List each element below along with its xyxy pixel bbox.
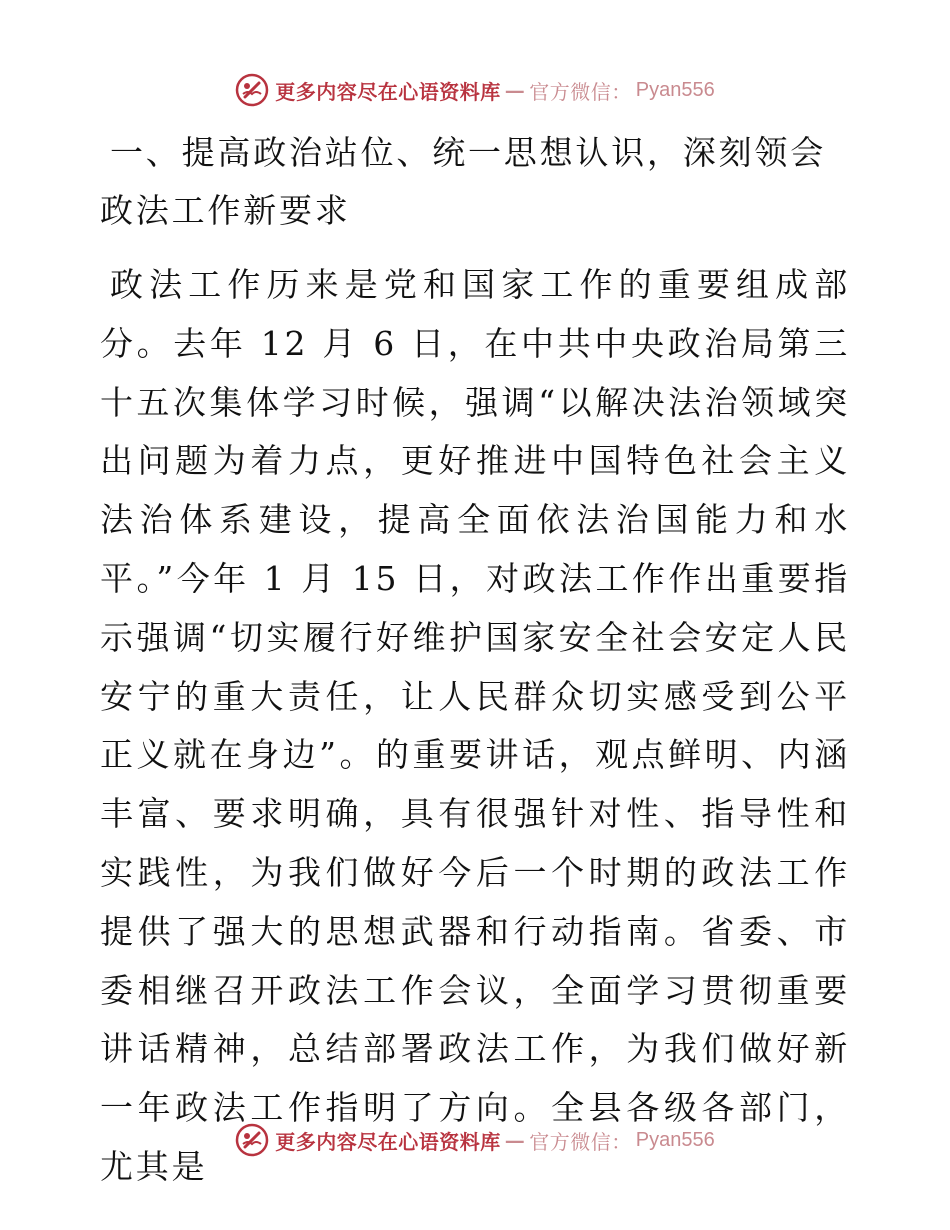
header-promo-text: 更多内容尽在心语资料库 — [275, 79, 501, 104]
footer-banner — [0, 1120, 950, 1160]
footer-wechat-id: Pyan556 — [635, 1128, 715, 1151]
footer-wechat-label: 官方微信： — [529, 1129, 632, 1154]
body-paragraph: 政法工作历来是党和国家工作的重要组成部分。去年 12 月 6 日，在中共中央政治局第三十五次集体学习时候，强调“以解决法治领域突出问题为着力点，更好推进中国特色社会主义法治体系建设，提高全面依法治国能力和水平。”今年 1 月 15 日，对政法工作作出重要指示强调“切实履行好维护国家安全社会安定人民安宁的重大责任，让人民群众切实感受到公平正义就在身边”。的重要讲话，观点鲜明、内涵丰富、要求明确，具有很强针对性、指导性和实践性，为我们做好今后一个时期的政法工作提供了强大的思想武器和行动指南。省委、市委相继召开政法工作会议，全面学习贯彻重要讲话精神，总结部署政法工作，为我们做好新一年政法工作指明了方向。全县各级各部门，尤其是 — [100, 265, 850, 1186]
footer-promo-text: 更多内容尽在心语资料库 — [275, 1129, 501, 1154]
section-heading: 一、提高政治站位、统一思想认识，深刻领会政法工作新要求 — [100, 133, 826, 230]
footer-dash: — — [504, 1128, 526, 1152]
book-pen-logo-icon — [235, 73, 269, 107]
header-wechat-label: 官方微信： — [529, 79, 632, 104]
book-pen-logo-icon — [235, 1123, 269, 1157]
document-body — [100, 124, 850, 1197]
header-banner — [0, 70, 950, 110]
header-wechat-id: Pyan556 — [635, 78, 715, 101]
header-dash: — — [504, 78, 526, 102]
